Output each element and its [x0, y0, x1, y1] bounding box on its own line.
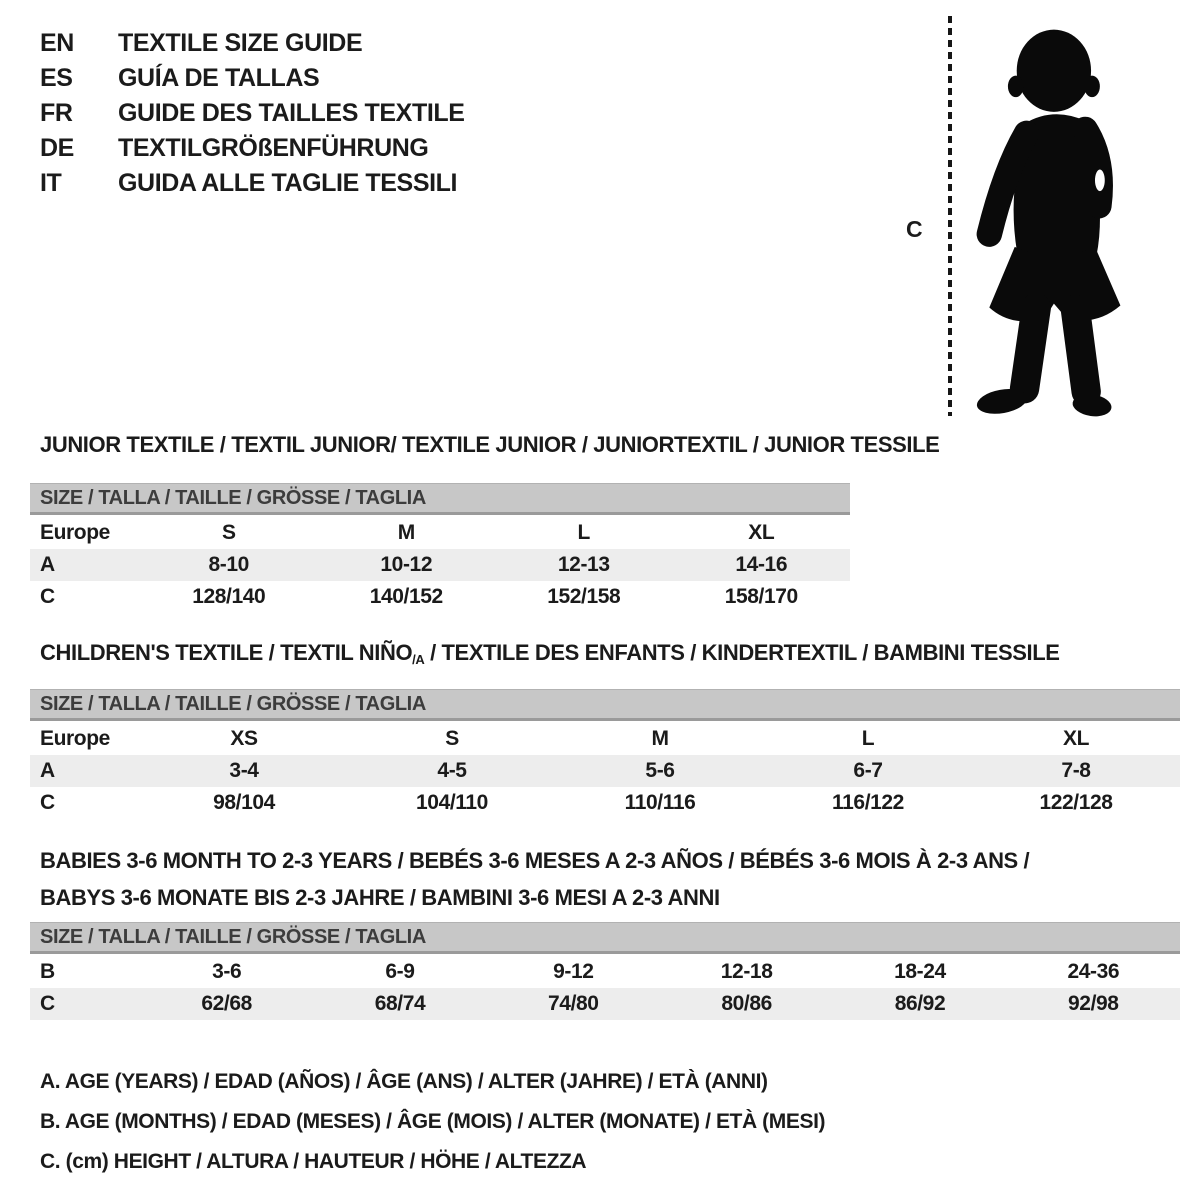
toddler-silhouette-image [963, 14, 1135, 420]
children-row-age [30, 755, 1180, 787]
age-cell: 5-6 [645, 759, 675, 782]
children-size-table [30, 689, 1180, 819]
age-cell: 6-7 [853, 759, 883, 782]
size-cell: L [861, 727, 875, 750]
babies-table [30, 956, 1180, 1020]
babies-row-months [30, 956, 1180, 988]
months-cell: 24-36 [1067, 960, 1120, 983]
size-cell: L [577, 521, 590, 544]
height-measure-label: C [906, 216, 923, 242]
children-title-sub: /A [412, 652, 425, 667]
size-cell: XL [1062, 727, 1090, 750]
height-cell: 104/110 [416, 791, 488, 814]
age-cell: 4-5 [437, 759, 467, 782]
junior-row-age [30, 549, 850, 581]
height-cell: 92/98 [1068, 992, 1119, 1015]
row-label: A [40, 759, 55, 782]
row-label: B [40, 960, 55, 983]
lang-code: ES [40, 64, 73, 92]
lang-row-it [40, 166, 465, 201]
language-title-list [40, 26, 465, 201]
months-cell: 6-9 [385, 960, 415, 983]
lang-code: IT [40, 169, 62, 197]
height-cell: 122/128 [1039, 791, 1113, 814]
junior-table [30, 517, 850, 613]
height-cell: 62/68 [201, 992, 252, 1015]
height-cell: 152/158 [547, 585, 621, 608]
lang-title: GUIDA ALLE TAGLIE TESSILI [118, 169, 458, 197]
legend-line-a: A. AGE (YEARS) / EDAD (AÑOS) / ÂGE (ANS) / ALTER (JAHRE) / ETÀ (ANNI) [40, 1070, 768, 1093]
height-cell: 74/80 [548, 992, 599, 1015]
age-cell: 10-12 [380, 553, 433, 576]
row-label: C [40, 791, 55, 814]
height-measure-dashed-line [948, 16, 952, 416]
lang-title: TEXTILGRÖßENFÜHRUNG [118, 134, 429, 162]
lang-title: GUIDE DES TAILLES TEXTILE [118, 99, 465, 127]
children-title-part2: / TEXTILE DES ENFANTS / KINDERTEXTIL / BAMBINI TESSILE [424, 640, 1060, 665]
lang-code: EN [40, 29, 74, 57]
age-cell: 14-16 [735, 553, 788, 576]
height-cell: 68/74 [374, 992, 426, 1015]
babies-title-line1: BABIES 3-6 MONTH TO 2-3 YEARS / BEBÉS 3-6 MESES A 2-3 AÑOS / BÉBÉS 3-6 MOIS À 2-3 ANS / [40, 848, 1030, 873]
height-cell: 116/122 [832, 791, 904, 814]
row-label: C [40, 585, 55, 608]
height-cell: 128/140 [192, 585, 266, 608]
height-cell: 110/116 [624, 791, 696, 814]
row-label: Europe [40, 727, 110, 750]
lang-title: GUÍA DE TALLAS [118, 64, 320, 92]
legend [40, 1062, 825, 1182]
junior-row-height [30, 581, 850, 613]
lang-title: TEXTILE SIZE GUIDE [118, 29, 363, 57]
months-cell: 12-18 [720, 960, 773, 983]
lang-row-es [40, 61, 465, 96]
size-cell: S [221, 521, 236, 544]
age-cell: 3-4 [229, 759, 259, 782]
junior-section-title: JUNIOR TEXTILE / TEXTIL JUNIOR/ TEXTILE JUNIOR / JUNIORTEXTIL / JUNIOR TESSILE [40, 432, 940, 457]
babies-size-table [30, 922, 1180, 1020]
babies-title-line2: BABYS 3-6 MONATE BIS 2-3 JAHRE / BAMBINI 3-6 MESI A 2-3 ANNI [40, 885, 720, 910]
lang-row-fr [40, 96, 465, 131]
height-cell: 86/92 [894, 992, 946, 1015]
months-cell: 9-12 [553, 960, 594, 983]
lang-code: FR [40, 99, 73, 127]
size-cell: M [651, 727, 669, 750]
row-label: Europe [40, 521, 110, 544]
height-cell: 140/152 [369, 585, 443, 608]
lang-row-en [40, 26, 465, 61]
babies-row-height [30, 988, 1180, 1020]
legend-line-b: B. AGE (MONTHS) / EDAD (MESES) / ÂGE (MOIS) / ALTER (MONATE) / ETÀ (MESI) [40, 1110, 826, 1133]
row-label: A [40, 553, 55, 576]
size-cell: S [445, 727, 459, 750]
children-section-title [40, 640, 1060, 666]
height-cell: 158/170 [724, 585, 798, 608]
size-cell: M [397, 521, 415, 544]
junior-size-header-bar: SIZE / TALLA / TAILLE / GRÖSSE / TAGLIA [30, 483, 850, 515]
age-cell: 12-13 [557, 553, 610, 576]
children-title-part1: CHILDREN'S TEXTILE / TEXTIL NIÑO [40, 640, 413, 665]
legend-line-c: C. (cm) HEIGHT / ALTURA / HAUTEUR / HÖHE / ALTEZZA [40, 1150, 587, 1173]
children-row-height [30, 787, 1180, 819]
lang-row-de [40, 131, 465, 166]
size-cell: XS [230, 727, 258, 750]
children-row-europe [30, 723, 1180, 755]
children-size-header-bar: SIZE / TALLA / TAILLE / GRÖSSE / TAGLIA [30, 689, 1180, 721]
height-cell: 80/86 [721, 992, 772, 1015]
children-table [30, 723, 1180, 819]
size-cell: XL [748, 521, 775, 544]
babies-size-header-bar: SIZE / TALLA / TAILLE / GRÖSSE / TAGLIA [30, 922, 1180, 954]
junior-row-europe [30, 517, 850, 549]
age-cell: 8-10 [208, 553, 249, 576]
height-cell: 98/104 [213, 791, 275, 814]
junior-size-table [30, 483, 850, 613]
row-label: C [40, 992, 55, 1015]
lang-code: DE [40, 134, 74, 162]
months-cell: 3-6 [212, 960, 242, 983]
age-cell: 7-8 [1061, 759, 1091, 782]
months-cell: 18-24 [894, 960, 946, 983]
babies-section-title [40, 842, 1029, 916]
